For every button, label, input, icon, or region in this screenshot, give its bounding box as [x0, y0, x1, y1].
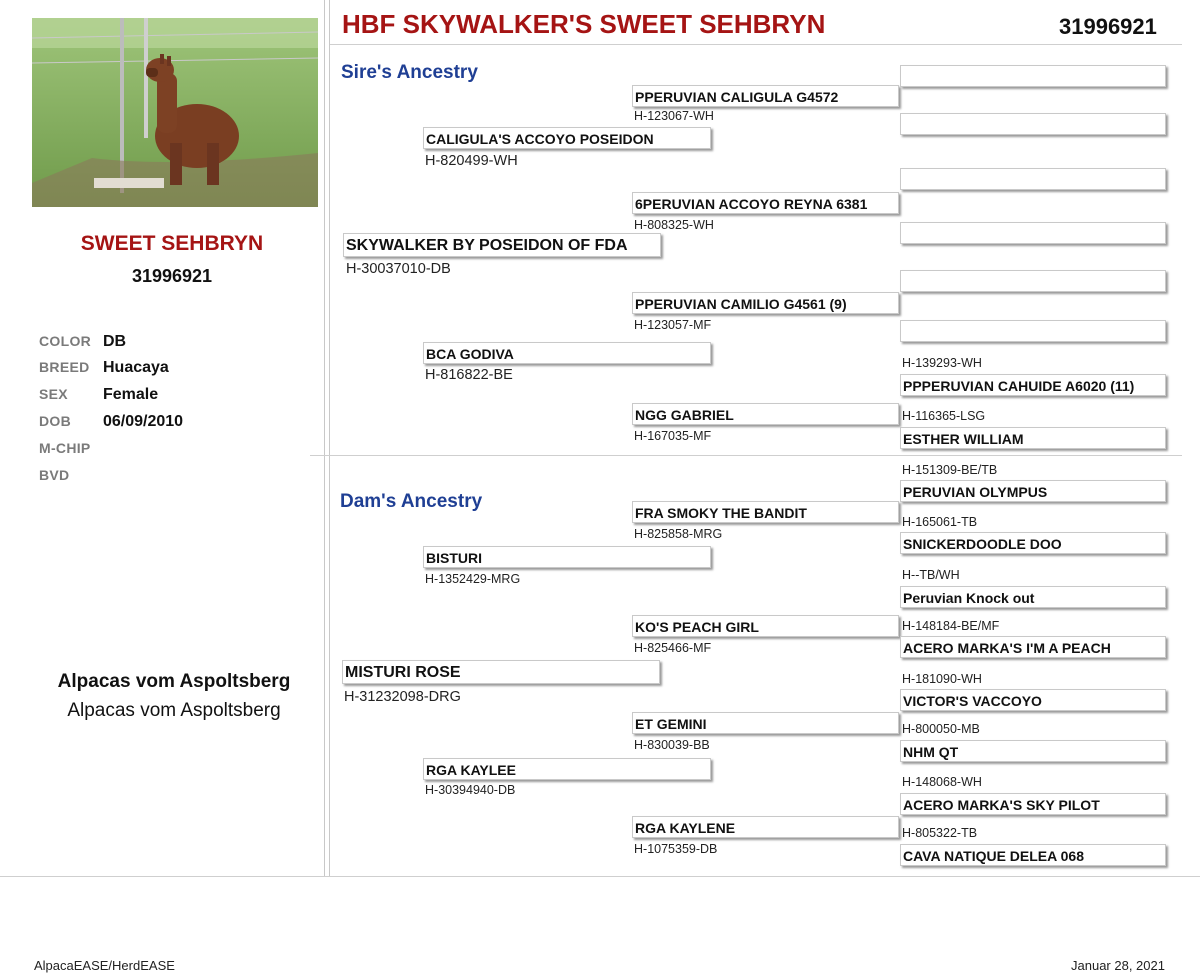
gen4-empty-box — [900, 113, 1166, 135]
gen4-reg: H-181090-WH — [902, 672, 982, 686]
gen4-name: ACERO MARKA'S I'M A PEACH — [900, 636, 1166, 658]
dam-ancestry-heading: Dam's Ancestry — [340, 491, 483, 512]
divider-vertical-left — [324, 0, 325, 877]
animal-short-name: SWEET SEHBRYN — [80, 232, 264, 255]
breed-value: Huacaya — [103, 359, 169, 376]
gen4-reg: H-139293-WH — [902, 356, 982, 370]
divider-vertical-right — [329, 0, 330, 877]
great-grandparent-reg: H-830039-BB — [634, 738, 710, 752]
bottom-rule — [0, 876, 1200, 877]
grandparent-reg: H-30394940-DB — [425, 783, 516, 797]
gen4-reg: H-148068-WH — [902, 775, 982, 789]
breed-label: BREED — [39, 359, 90, 375]
gen4-name: ESTHER WILLIAM — [900, 427, 1166, 449]
great-grandparent-name: ET GEMINI — [632, 712, 899, 734]
great-grandparent-name: RGA KAYLENE — [632, 816, 899, 838]
grandparent-name: BISTURI — [423, 546, 711, 568]
great-grandparent-reg: H-123057-MF — [634, 318, 712, 332]
sex-value: Female — [103, 386, 159, 403]
gen4-reg: H-805322-TB — [902, 826, 978, 840]
registration-number: 31996921 — [1059, 14, 1157, 39]
gen4-name: PERUVIAN OLYMPUS — [900, 480, 1166, 502]
animal-id: 31996921 — [131, 266, 213, 286]
grandparent-name: BCA GODIVA — [423, 342, 711, 364]
sire-ancestry-heading: Sire's Ancestry — [341, 62, 478, 83]
great-grandparent-name: FRA SMOKY THE BANDIT — [632, 501, 899, 523]
farm-name-bold: Alpacas vom Aspoltsberg — [57, 671, 291, 692]
gen4-name: PPPERUVIAN CAHUIDE A6020 (11) — [900, 374, 1166, 396]
great-grandparent-name: 6PERUVIAN ACCOYO REYNA 6381 — [632, 192, 899, 214]
mchip-label: M-CHIP — [39, 440, 91, 456]
gen4-empty-box — [900, 222, 1166, 244]
gen4-empty-box — [900, 168, 1166, 190]
grandparent-reg: H-820499-WH — [425, 153, 518, 169]
grandparent-reg: H-1352429-MRG — [425, 572, 521, 586]
great-grandparent-reg: H-1075359-DB — [634, 842, 718, 856]
page-title: HBF SKYWALKER'S SWEET SEHBRYN — [342, 9, 826, 39]
gen4-reg: H-116365-LSG — [902, 409, 986, 423]
dam-name: MISTURI ROSE — [342, 660, 660, 684]
gen4-empty-box — [900, 320, 1166, 342]
gen4-name: ACERO MARKA'S SKY PILOT — [900, 793, 1166, 815]
gen4-reg: H-151309-BE/TB — [902, 463, 998, 477]
great-grandparent-reg: H-123067-WH — [634, 109, 714, 123]
great-grandparent-name: NGG GABRIEL — [632, 403, 899, 425]
footer-date: Januar 28, 2021 — [1071, 958, 1165, 973]
great-grandparent-reg: H-808325-WH — [634, 218, 714, 232]
gen4-name: SNICKERDOODLE DOO — [900, 532, 1166, 554]
sire-reg: H-30037010-DB — [346, 261, 451, 277]
gen4-empty-box — [900, 270, 1166, 292]
dam-reg: H-31232098-DRG — [344, 689, 461, 705]
grandparent-name: RGA KAYLEE — [423, 758, 711, 780]
gen4-name: CAVA NATIQUE DELEA 068 — [900, 844, 1166, 866]
great-grandparent-reg: H-825858-MRG — [634, 527, 723, 541]
dob-label: DOB — [39, 413, 72, 429]
bvd-label: BVD — [39, 467, 70, 483]
great-grandparent-name: PPERUVIAN CAMILIO G4561 (9) — [632, 292, 899, 314]
grandparent-name: CALIGULA'S ACCOYO POSEIDON — [423, 127, 711, 149]
farm-name: Alpacas vom Aspoltsberg — [67, 700, 281, 721]
footer-software: AlpacaEASE/HerdEASE — [34, 958, 175, 973]
sire-name: SKYWALKER BY POSEIDON OF FDA — [343, 233, 661, 257]
alpaca-photo — [32, 18, 318, 207]
grandparent-reg: H-816822-BE — [425, 367, 513, 383]
gen4-reg: H-165061-TB — [902, 515, 978, 529]
gen4-name: VICTOR'S VACCOYO — [900, 689, 1166, 711]
color-label: COLOR — [39, 333, 92, 349]
alpaca-photo-icon — [32, 18, 318, 207]
great-grandparent-reg: H-825466-MF — [634, 641, 712, 655]
gen4-empty-box — [900, 65, 1166, 87]
header-rule — [330, 44, 1182, 45]
sex-label: SEX — [39, 386, 68, 402]
dob-value: 06/09/2010 — [103, 413, 184, 430]
great-grandparent-reg: H-167035-MF — [634, 429, 712, 443]
gen4-reg: H-148184-BE/MF — [902, 619, 1000, 633]
great-grandparent-name: PPERUVIAN CALIGULA G4572 — [632, 85, 899, 107]
gen4-reg: H-800050-MB — [902, 722, 980, 736]
section-rule — [310, 455, 1182, 456]
great-grandparent-name: KO'S PEACH GIRL — [632, 615, 899, 637]
gen4-name: NHM QT — [900, 740, 1166, 762]
gen4-name: Peruvian Knock out — [900, 586, 1166, 608]
gen4-reg: H--TB/WH — [902, 568, 960, 582]
color-value: DB — [103, 333, 127, 350]
